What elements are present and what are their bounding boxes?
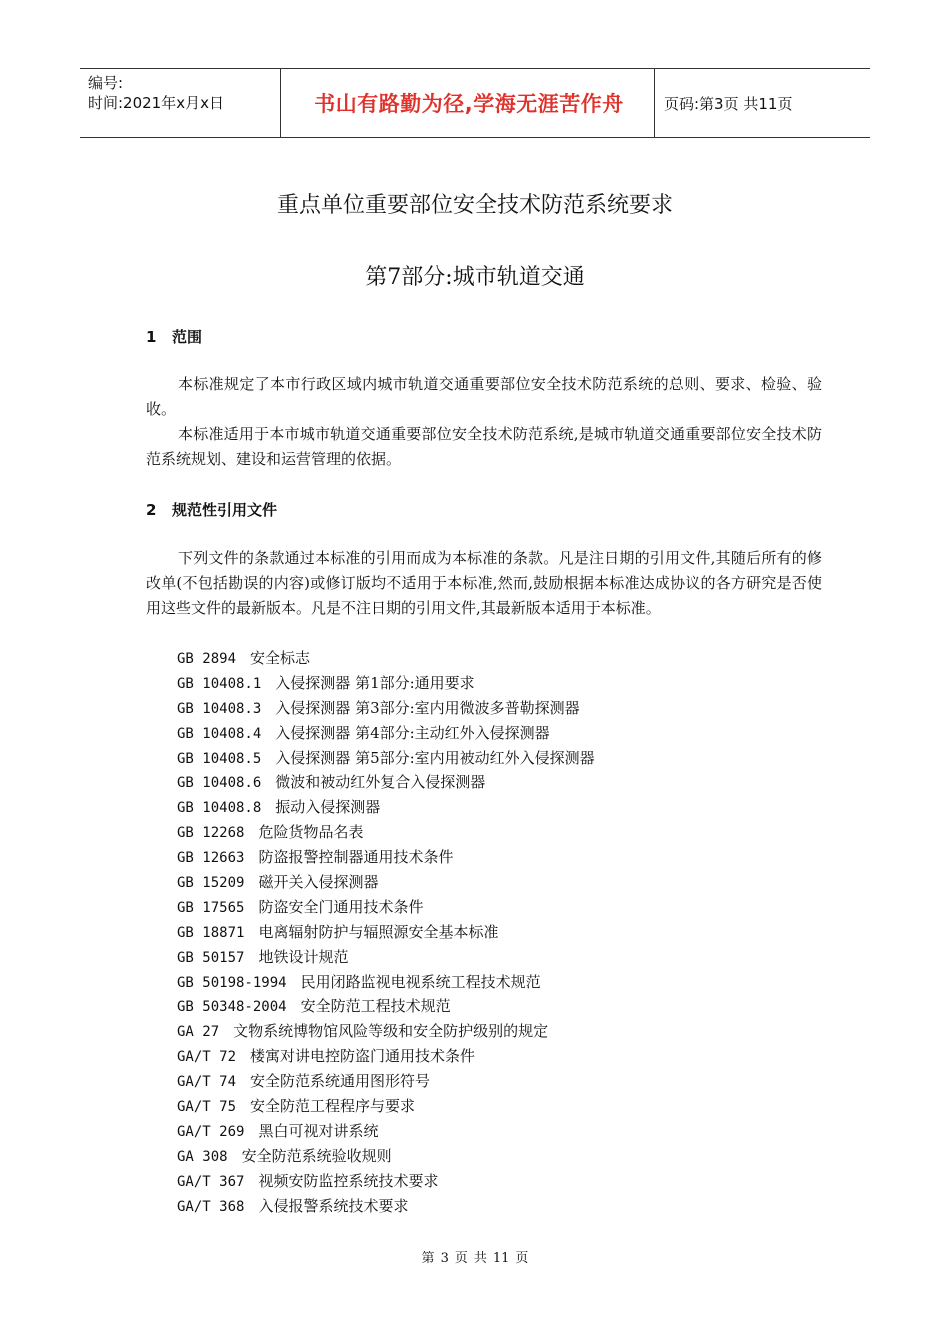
reference-item [177, 845, 595, 870]
reference-name: 危险货物品名表 [258, 823, 364, 842]
reference-name: 民用闭路监视电视系统工程技术规范 [300, 972, 541, 991]
document-subtitle: 第7部分:城市轨道交通 [365, 265, 585, 290]
reference-code: GB 17565 [177, 899, 245, 916]
reference-item [177, 721, 595, 746]
section-title: 规范性引用文件 [172, 501, 278, 519]
reference-item [177, 746, 595, 771]
reference-code: GB 12663 [177, 850, 245, 867]
header-divider [280, 69, 281, 137]
footer-di: 第 [421, 1251, 435, 1266]
reference-name: 地铁设计规范 [258, 947, 349, 966]
footer-page-number: 3 [440, 1251, 449, 1266]
reference-code: GB 18871 [177, 924, 245, 941]
section-number: 1 [146, 328, 157, 346]
reference-item [177, 1094, 595, 1119]
reference-item [177, 1119, 595, 1144]
reference-name: 磁开关入侵探测器 [258, 873, 379, 892]
reference-code: GB 50348-2004 [177, 999, 287, 1016]
reference-code: GB 10408.6 [177, 775, 262, 792]
reference-code: GA 27 [177, 1024, 220, 1041]
page-footer [0, 1247, 950, 1266]
reference-item [177, 870, 595, 895]
footer-gong: 共 [473, 1251, 487, 1266]
section-1-paragraph-2: 本标准适用于本市城市轨道交通重要部位安全技术防范系统,是城市轨道交通重要部位安全技术防范系统规划、建设和运营管理的依据。 [146, 425, 822, 468]
reference-item [177, 1019, 595, 1044]
reference-name: 入侵探测器 第5部分:室内用被动红外入侵探测器 [275, 748, 595, 767]
reference-code: GB 12268 [177, 825, 245, 842]
section-1-paragraph-1: 本标准规定了本市行政区域内城市轨道交通重要部位安全技术防范系统的总则、要求、检验、验收。 [146, 375, 822, 418]
footer-total-pages: 11 [492, 1251, 510, 1266]
reference-name: 安全防范系统通用图形符号 [250, 1072, 431, 1091]
footer-ye2: 页 [515, 1251, 529, 1266]
reference-code: GA/T 75 [177, 1099, 237, 1116]
reference-name: 安全防范工程程序与要求 [250, 1097, 416, 1116]
reference-name: 黑白可视对讲系统 [258, 1121, 379, 1140]
reference-code: GB 50157 [177, 949, 245, 966]
reference-code: GB 15209 [177, 875, 245, 892]
reference-item [177, 820, 595, 845]
reference-name: 微波和被动红外复合入侵探测器 [275, 773, 486, 792]
reference-item [177, 696, 595, 721]
section-1-heading [146, 326, 202, 347]
reference-code: GB 10408.5 [177, 750, 262, 767]
reference-item [177, 970, 595, 995]
reference-code: GA/T 367 [177, 1173, 245, 1190]
reference-code: GA/T 72 [177, 1049, 237, 1066]
reference-name: 入侵报警系统技术要求 [258, 1196, 409, 1215]
reference-code: GA/T 74 [177, 1074, 237, 1091]
section-2-heading [146, 499, 277, 520]
header-divider [654, 69, 655, 137]
reference-name: 安全标志 [250, 649, 311, 667]
reference-name: 楼寓对讲电控防盗门通用技术条件 [250, 1047, 476, 1066]
reference-name: 电离辐射防护与辐照源安全基本标准 [258, 922, 499, 941]
reference-item [177, 646, 595, 671]
reference-code: GB 10408.1 [177, 675, 262, 692]
reference-name: 视频安防监控系统技术要求 [258, 1171, 439, 1190]
section-2-paragraph: 下列文件的条款通过本标准的引用而成为本标准的条款。凡是注日期的引用文件,其随后所有的修改单(不包括勘误的内容)或修订版均不适用于本标准,然而,鼓励根据本标准达成协议的各方研究是否使用这些文件的最新版本。凡是不注日期的引用文件,其最新版本适用于本标准。 [146, 549, 822, 617]
reference-name: 安全防范工程技术规范 [300, 997, 451, 1016]
header-time: 时间:2021年x月x日 [88, 94, 224, 112]
reference-code: GB 10408.3 [177, 700, 262, 717]
reference-name: 防盗报警控制器通用技术条件 [258, 848, 454, 867]
reference-name: 入侵探测器 第3部分:室内用微波多普勒探测器 [275, 698, 580, 717]
reference-item [177, 945, 595, 970]
header-page-info: 页码:第3页 共11页 [664, 94, 793, 113]
page-header [80, 68, 870, 138]
section-title: 范围 [172, 328, 203, 346]
reference-item [177, 1069, 595, 1094]
header-meta [88, 73, 278, 113]
reference-name: 振动入侵探测器 [275, 798, 381, 817]
reference-name: 防盗安全门通用技术条件 [258, 897, 424, 916]
reference-code: GA/T 368 [177, 1198, 245, 1215]
header-number: 编号: [88, 74, 124, 92]
reference-name: 文物系统博物馆风险等级和安全防护级别的规定 [233, 1022, 549, 1041]
reference-item [177, 895, 595, 920]
reference-item [177, 920, 595, 945]
reference-name: 入侵探测器 第1部分:通用要求 [275, 673, 475, 692]
reference-list [177, 646, 595, 1218]
reference-code: GB 10408.8 [177, 800, 262, 817]
reference-item [177, 1044, 595, 1069]
reference-item [177, 994, 595, 1019]
reference-code: GA/T 269 [177, 1123, 245, 1140]
reference-item [177, 671, 595, 696]
footer-ye: 页 [454, 1251, 468, 1266]
header-motto: 书山有路勤为径,学海无涯苦作舟 [314, 92, 624, 116]
document-title: 重点单位重要部位安全技术防范系统要求 [276, 193, 673, 218]
reference-item [177, 1169, 595, 1194]
reference-code: GB 10408.4 [177, 725, 262, 742]
reference-code: GA 308 [177, 1148, 228, 1165]
reference-name: 安全防范系统验收规则 [241, 1146, 392, 1165]
reference-name: 入侵探测器 第4部分:主动红外入侵探测器 [275, 723, 550, 742]
reference-code: GB 2894 [177, 651, 237, 667]
reference-item [177, 795, 595, 820]
reference-item [177, 1194, 595, 1219]
reference-code: GB 50198-1994 [177, 974, 287, 991]
reference-item [177, 1144, 595, 1169]
reference-item [177, 770, 595, 795]
section-number: 2 [146, 501, 157, 519]
